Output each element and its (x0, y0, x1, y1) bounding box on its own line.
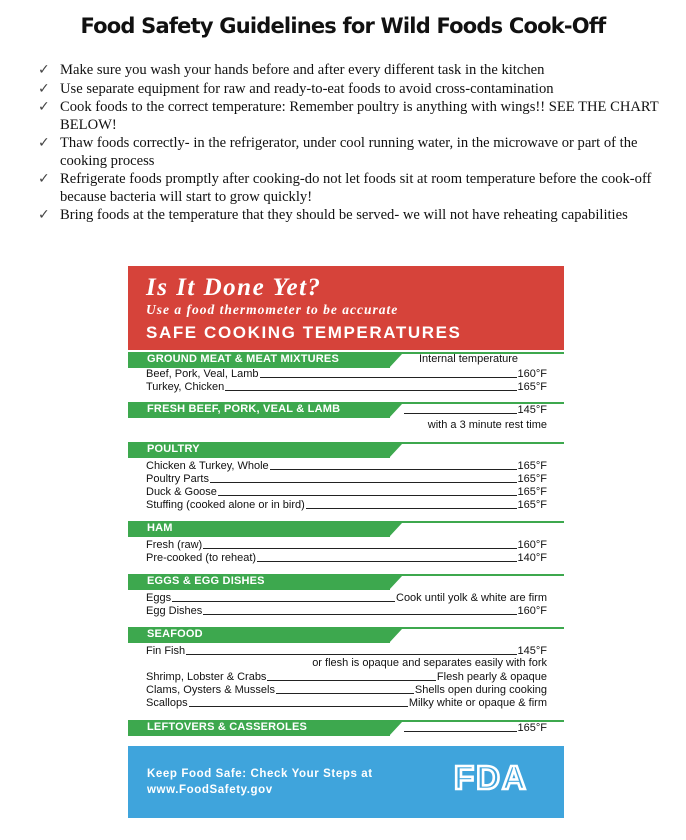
guideline-text: Thaw foods correctly- in the refrigerator, under cool running water, in the microwave or part of the cooking process (60, 135, 638, 169)
food-item: Pre-cooked (to reheat) (146, 552, 257, 564)
chart-footer (128, 746, 564, 818)
temperature-value: 165°F (517, 486, 547, 498)
food-item: Poultry Parts (146, 473, 209, 485)
section-label: HAM (147, 522, 173, 534)
table-row (146, 485, 547, 498)
temperature-value: 165°F (517, 460, 547, 472)
section-band-poultry (128, 442, 564, 458)
fda-logo (452, 760, 547, 794)
section-label: GROUND MEAT & MEAT MIXTURES (147, 353, 339, 365)
table-row (146, 459, 547, 472)
table-row (146, 538, 547, 551)
section-label: FRESH BEEF, PORK, VEAL & LAMB (147, 403, 341, 415)
food-item: Shrimp, Lobster & Crabs (146, 671, 267, 683)
guideline-text: Make sure you wash your hands before and after every different task in the kitchen (60, 62, 545, 78)
table-row (403, 403, 547, 416)
food-item: Clams, Oysters & Mussels (146, 684, 275, 696)
section-label: LEFTOVERS & CASSEROLES (147, 721, 308, 733)
table-row (146, 604, 547, 617)
table-row (146, 367, 547, 380)
temperature-value: 165°F (517, 473, 547, 485)
fda-logo-text: FDA (454, 760, 528, 794)
list-item (38, 99, 678, 134)
checkmark-icon: ✓ (38, 62, 50, 78)
list-item (38, 81, 678, 99)
temperature-value: 140°F (517, 552, 547, 564)
table-row (146, 380, 547, 393)
doneness-value: Flesh pearly & opaque (436, 671, 547, 683)
list-item (38, 171, 678, 206)
food-item: Scallops (146, 697, 188, 709)
list-item (38, 135, 678, 170)
checkmark-icon: ✓ (38, 207, 50, 223)
temperature-value: 160°F (517, 605, 547, 617)
doneness-value: Cook until yolk & white are firm (396, 592, 547, 604)
food-item: Duck & Goose (146, 486, 217, 498)
footer-url: www.FoodSafety.gov (147, 784, 273, 796)
band-stripe (389, 442, 564, 458)
table-row (146, 644, 547, 657)
guideline-text: Cook foods to the correct temperature: Remember poultry is anything with wings!! SEE THE CHART BELOW! (60, 99, 659, 133)
food-item: Stuffing (cooked alone or in bird) (146, 499, 305, 511)
footer-text: Keep Food Safe: Check Your Steps at (147, 768, 373, 780)
table-row (146, 683, 547, 696)
checkmark-icon: ✓ (38, 80, 50, 97)
temperature-chart-card (128, 266, 564, 818)
section-label: EGGS & EGG DISHES (147, 575, 265, 587)
rest-time-note: with a 3 minute rest time (427, 419, 547, 431)
temperature-value: 145°F (517, 404, 547, 416)
chart-banner: SAFE COOKING TEMPERATURES (146, 323, 462, 342)
fin-fish-note: or flesh is opaque and separates easily with fork (312, 657, 547, 669)
table-row (403, 721, 547, 734)
checkmark-icon: ✓ (38, 99, 50, 115)
section-band-ham (128, 521, 564, 537)
list-item (38, 62, 678, 80)
doneness-value: Shells open during cooking (414, 684, 547, 696)
chart-header (128, 266, 564, 350)
section-band-seafood (128, 627, 564, 643)
list-item (38, 207, 678, 225)
food-item: Fin Fish (146, 645, 186, 657)
chart-heading: Is It Done Yet? (146, 274, 322, 301)
internal-temperature-header: Internal temperature (419, 353, 519, 365)
band-stripe (389, 574, 564, 590)
band-stripe (389, 627, 564, 643)
table-row (146, 591, 547, 604)
guideline-text: Bring foods at the temperature that they should be served- we will not have reheating capabilities (60, 207, 628, 223)
food-item: Eggs (146, 592, 172, 604)
table-row (146, 551, 547, 564)
food-item: Chicken & Turkey, Whole (146, 460, 269, 472)
section-label: POULTRY (147, 443, 200, 455)
page-title: Food Safety Guidelines for Wild Foods Cook-Off (80, 14, 606, 38)
food-item: Egg Dishes (146, 605, 203, 617)
table-row (146, 498, 547, 511)
table-row (146, 696, 547, 709)
guidelines-list (38, 62, 678, 226)
checkmark-icon: ✓ (38, 171, 50, 187)
food-item: Turkey, Chicken (146, 381, 225, 393)
guideline-text: Use separate equipment for raw and ready-to-eat foods to avoid cross-contamination (60, 80, 554, 97)
table-row (146, 472, 547, 485)
temperature-value: 160°F (517, 368, 547, 380)
temperature-value: 160°F (517, 539, 547, 551)
food-item: Fresh (raw) (146, 539, 203, 551)
chart-subheading: Use a food thermometer to be accurate (146, 302, 399, 317)
temperature-value: 165°F (517, 499, 547, 511)
section-label: SEAFOOD (147, 628, 203, 640)
band-stripe (389, 521, 564, 537)
temperature-value: 165°F (517, 381, 547, 393)
doneness-value: Milky white or opaque & firm (408, 697, 547, 709)
section-band-eggs (128, 574, 564, 590)
food-item: Beef, Pork, Veal, Lamb (146, 368, 259, 380)
table-row (146, 670, 547, 683)
temperature-value: 165°F (517, 722, 547, 734)
guideline-text: Refrigerate foods promptly after cooking-do not let foods sit at room temperature before the cook-off because bacteria will start to grow quickly! (60, 171, 652, 205)
temperature-value: 145°F (517, 645, 547, 657)
checkmark-icon: ✓ (38, 135, 50, 151)
